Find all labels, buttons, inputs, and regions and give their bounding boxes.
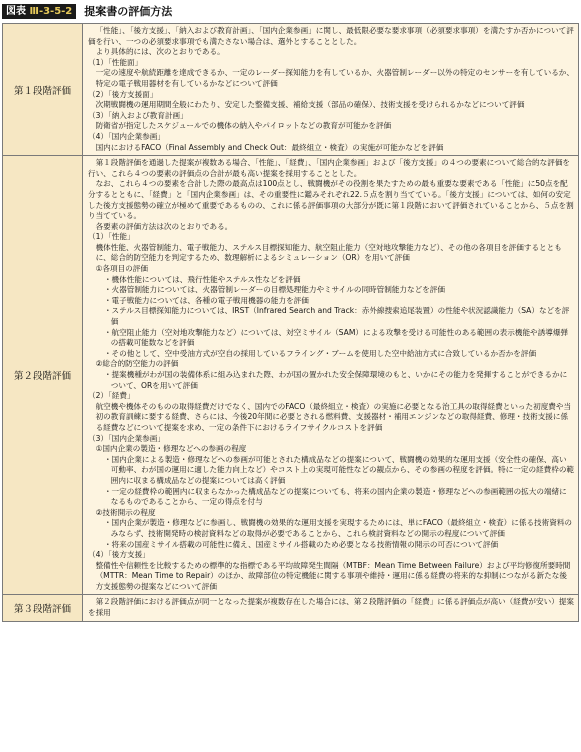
description-line: 整備性や信頼性を比較するための標準的な指標である平均故障発生間隔（MTBF：Mean Time Between Failure）および平均修復所要時間（MTTR：Mean Time to Repair）のほか、故障部位の特定機能に関する事項や維持・運用に係る経費の将来的な抑制につながる新たな後方支援態勢の提案などについて評価 bbox=[95, 560, 571, 591]
figure-number: Ⅲ-3-5-2 bbox=[29, 5, 73, 17]
description-line: ・航空阻止能力（空対地攻撃能力など）については、対空ミサイル（SAM）による攻撃を受ける可能性のある範囲の表示機能や誘導爆弾の搭載可能数などを評価 bbox=[103, 327, 569, 348]
description-line: 各要素の評価方法は次のとおりである。 bbox=[95, 221, 233, 231]
description-line: 国内におけるFACO（Final Assembly and Check Out：最終組立・検査）の実施が可能かなどを評価 bbox=[95, 142, 444, 152]
description-line: 第２段階評価における評価点が同一となった提案が複数存在した場合には、第２段階評価の「経費」に係る評価点が高い（経費が安い）提案を採用 bbox=[88, 597, 574, 618]
description-line: ②技術開示の程度 bbox=[95, 507, 156, 517]
stage-description bbox=[83, 24, 579, 156]
stage-description bbox=[83, 595, 579, 621]
description-line: ②総合的防空能力の評価 bbox=[95, 359, 179, 369]
evaluation-table-body bbox=[3, 24, 579, 622]
figure-label bbox=[2, 4, 76, 19]
stage-description bbox=[83, 156, 579, 595]
description-line: （1）「性能面」 bbox=[88, 57, 143, 67]
description-line: （1）「性能」 bbox=[88, 232, 135, 242]
description-line: ・機体性能については、飛行性能やステルス性などを評価 bbox=[103, 274, 301, 284]
description-line: （2）「後方支援面」 bbox=[88, 89, 158, 99]
stage-row bbox=[3, 595, 579, 621]
description-line: 防衛省が指定したスケジュールでの機体の納入やパイロットなどの教育が可能かを評価 bbox=[95, 121, 392, 131]
description-line: 次期戦闘機の運用期間全般にわたり、安定した整備支援、補給支援（部品の確保）、技術支援を受けられるかなどについて評価 bbox=[95, 100, 525, 110]
description-line: （2）「経費」 bbox=[88, 391, 135, 401]
description-line: ①国内企業の製造・修理などへの参画の程度 bbox=[95, 444, 247, 454]
stage-row bbox=[3, 156, 579, 595]
description-line: 第１段階評価を通過した提案が複数ある場合、「性能」、「経費」、「国内企業参画」および「後方支援」の４つの要素について総合的な評価を行い、これら４つの要素の評価点の合計が最も高い提案を採用することとした。 bbox=[88, 158, 571, 178]
description-line: 機体性能、火器管制能力、電子戦能力、ステルス目標探知能力、航空阻止能力（空対地攻撃能力など）、その他の各項目を評価するとともに、総合的防空能力を判定するため、数理解析によるシミュレーション（OR）を用いて評価 bbox=[95, 242, 562, 263]
description-line: （4）「後方支援」 bbox=[88, 550, 150, 560]
description-line: ・提案機種がわが国の装備体系に組み込まれた際、わが国の置かれた安全保障環境のもと、いかにその能力を発揮することができるかについて、ORを用いて評価 bbox=[103, 370, 568, 390]
description-line: 一定の速度や航続距離を達成できるか、一定のレーダー探知能力を有しているか、火器管制レーダー以外の特定のセンサーを有しているか、特定の電子戦用器材を有しているかなどについて評価 bbox=[95, 68, 574, 88]
description-line: （4）「国内企業参画」 bbox=[88, 131, 165, 141]
description-line: ・火器管制能力については、火器管制レーダーの目標処理能力やミサイルの同時管制能力などを評価 bbox=[103, 285, 445, 295]
description-line: ・電子戦能力については、各種の電子戦用機器の能力を評価 bbox=[103, 295, 309, 305]
description-line: より具体的には、次のとおりである。 bbox=[95, 47, 225, 57]
description-line: ①各項目の評価 bbox=[95, 264, 148, 274]
description-line: 「性能」、「後方支援」、「納入および教育計画」、「国内企業参画」に関し、最低限必要な要求事項（必須要求事項）を満たすか否かについて評価を行い、一つの必須要求事項でも満たさない場合は、選外とすることとした。 bbox=[88, 26, 574, 46]
description-line: ・将来の国産ミサイル搭載の可能性に備え、国産ミサイル搭載のため必要となる技術情報の開示の可否について評価 bbox=[103, 539, 499, 549]
description-line: ・国内企業による製造・修理などへの参画が可能とされた構成品などの提案について、戦闘機の効果的な運用支援（安全性の確保、高い可動率、わが国の運用に適した能力向上など）やコスト上の実現可能性などの観点から、その参画の程度を評価。特に一定の経費枠の範囲内に収まる構成品などの提案については高く評価 bbox=[103, 454, 575, 485]
description-line: （3）「国内企業参画」 bbox=[88, 433, 165, 443]
figure-label-prefix: 図表 bbox=[6, 5, 26, 17]
stage-label: 第３段階評価 bbox=[3, 595, 83, 621]
figure-title: 提案書の評価方法 bbox=[84, 5, 173, 18]
evaluation-table bbox=[2, 23, 579, 622]
description-line: ・ステルス目標探知能力については、IRST（Infrared Search and Track：赤外線捜索追尾装置）の性能や状況認識能力（SA）などを評価 bbox=[103, 306, 570, 327]
stage-label: 第２段階評価 bbox=[3, 156, 83, 595]
description-line: （3）「納入および教育計画」 bbox=[88, 110, 188, 120]
description-line: ・その他として、空中受油方式が空自の採用しているフライング・ブームを使用した空中給油方式に合致しているか否かを評価 bbox=[103, 348, 537, 358]
description-line: ・国内企業が製造・修理などに参画し、戦闘機の効果的な運用支援を実現するためには、単にFACO（最終組立・検査）に係る技術資料のみならず、技術開発時の検討資料などの取得が必要であることから、これら検討資料などの開示の程度について評価 bbox=[103, 518, 573, 538]
description-line: 航空機や機体そのものの取得経費だけでなく、国内でのFACO（最終組立・検査）の実施に必要となる治工具の取得経費といった初度費や当初の教育訓練に要する経費、さらには、今後20年間に必要とされる燃料費、支援器材・補用エンジンなどの取得経費、修理・技術支援に係る経費などについて提案を求め、一定の条件下におけるライフサイクルコストを評価 bbox=[95, 401, 572, 432]
description-line: ・一定の経費枠の範囲内に収まらなかった構成品などの提案についても、将来の国内企業の製造・修理などへの参画範囲の拡大の端緒になるものであることから、一定の得点を付与 bbox=[103, 486, 567, 507]
stage-row bbox=[3, 24, 579, 156]
figure-header bbox=[2, 2, 579, 20]
description-line: なお、これら４つの要素を合計した際の最高点は100点とし、戦闘機がその役割を果たすための最も重要な要素である「性能」に50点を配分するとともに、「経費」と「国内企業参画」は、その重要性に鑑みそれぞれ22.５点を割り当てている。「後方支援」については、如何の安定した後方支援態勢の確立が極めて重要であるものの、これに係る評価事項の大部分が既に第１段階において評価されていることから、５点を割り当てている。 bbox=[88, 179, 574, 221]
stage-label: 第１段階評価 bbox=[3, 24, 83, 156]
